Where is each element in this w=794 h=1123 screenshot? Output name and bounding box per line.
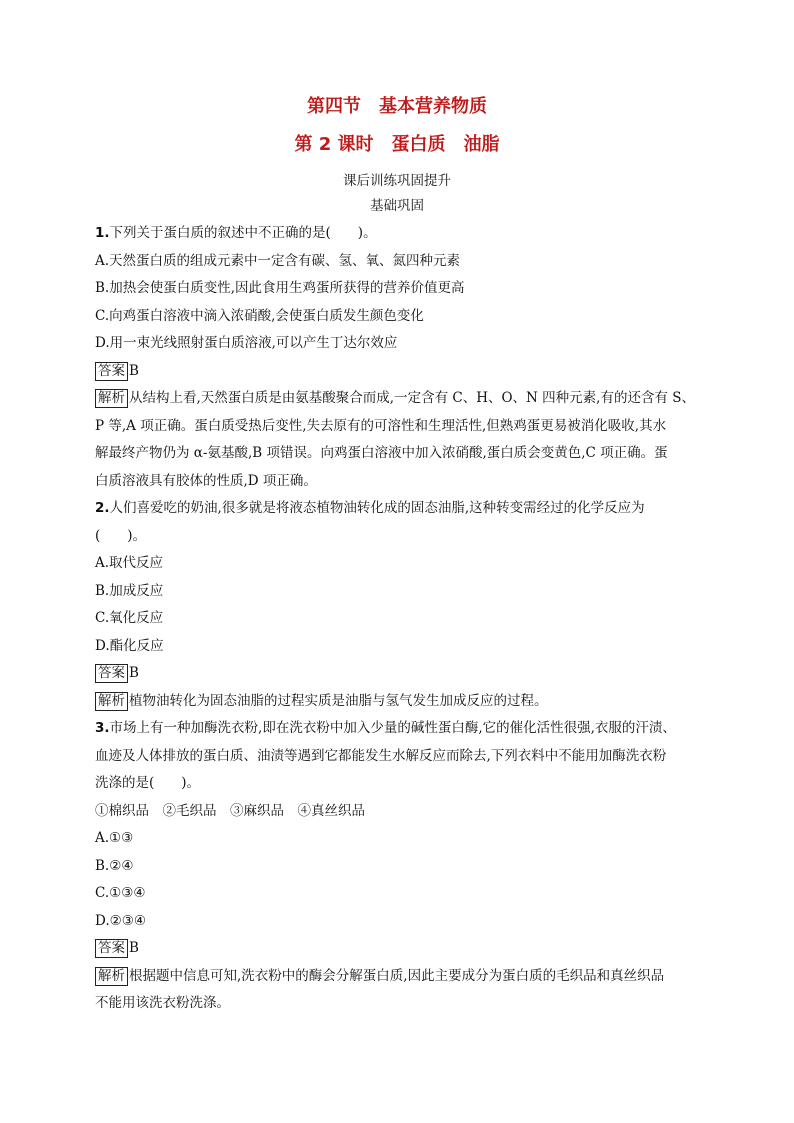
question-1-stem: 1.下列关于蛋白质的叙述中不正确的是( )。 [95,225,377,241]
question-1-analysis-line: P 等,A 项正确。蛋白质受热后变性,失去原有的可溶性和生理活性,但熟鸡蛋更易被消化吸收,其水 [95,417,667,434]
answer-tag: 答案 [95,664,128,683]
question-2-answer: 答案 B [95,660,695,688]
question-3-analysis-line: 解析 根据题中信息可知,洗衣粉中的酶会分解蛋白质,因此主要成分为蛋白质的毛织品和真丝织品 [95,963,695,991]
question-3-stem-cont: 血迹及人体排放的蛋白质、油渍等遇到它都能发生水解反应而除去,下列衣料中不能用加酶洗衣粉 [95,747,667,764]
question-2-option-a: A.取代反应 [95,555,164,571]
question-1-option-a: A.天然蛋白质的组成元素中一定含有碳、氢、氧、氮四种元素 [95,252,461,269]
question-1-analysis-line: 解析 从结构上看,天然蛋白质是由氨基酸聚合而成,一定含有 C、H、O、N 四种元素,有的还含有 S、 [95,385,695,413]
question-1-analysis-line: 白质溶液具有胶体的性质,D 项正确。 [95,472,317,489]
level-heading: 基础巩固 [370,198,424,214]
question-3-option-b: B.②④ [95,857,134,874]
question-content [95,220,695,1018]
question-1-analysis-line: 解最终产物仍为 α-氨基酸,B 项错误。向鸡蛋白溶液中加入浓硝酸,蛋白质会变黄色,C 项正确。蛋 [95,445,668,461]
question-3-analysis-line: 不能用该洗衣粉洗涤。 [95,995,230,1011]
question-2-option-d: D.酯化反应 [95,637,164,654]
practice-heading: 课后训练巩固提升 [343,173,451,189]
question-2-stem-cont: ( )。 [95,527,147,544]
question-3-option-c: C.①③④ [95,885,146,901]
question-2-stem: 2.人们喜爱吃的奶油,很多就是将液态植物油转化成的固态油脂,这种转变需经过的化学反应为 [95,500,645,516]
question-3-answer: 答案 B [95,935,695,963]
analysis-tag: 解析 [95,967,128,986]
analysis-tag: 解析 [95,692,128,711]
question-3-items: ①棉织品 ②毛织品 ③麻织品 ④真丝织品 [95,802,365,819]
question-2-option-c: C.氧化反应 [95,610,164,626]
analysis-tag: 解析 [95,389,128,408]
question-1-option-c: C.向鸡蛋白溶液中滴入浓硝酸,会使蛋白质发生颜色变化 [95,307,424,324]
question-3-stem: 3.市场上有一种加酶洗衣粉,即在洗衣粉中加入少量的碱性蛋白酶,它的催化活性很强,衣服的汗渍、 [95,720,676,736]
answer-tag: 答案 [95,362,128,381]
question-1-option-d: D.用一束光线照射蛋白质溶液,可以产生丁达尔效应 [95,335,398,351]
question-2-option-b: B.加成反应 [95,582,164,599]
answer-tag: 答案 [95,939,128,958]
question-3-stem-cont: 洗涤的是( )。 [95,775,201,791]
section-title: 第四节 基本营养物质 [307,96,487,117]
question-1-option-b: B.加热会使蛋白质变性,因此食用生鸡蛋所获得的营养价值更高 [95,280,465,296]
question-2-analysis-line: 解析 植物油转化为固态油脂的过程实质是油脂与氢气发生加成反应的过程。 [95,688,695,716]
question-1-answer: 答案 B [95,358,695,386]
lesson-title: 第 2 课时 蛋白质 油脂 [294,134,500,155]
question-3-option-a: A.①③ [95,830,134,846]
question-3-option-d: D.②③④ [95,912,146,929]
